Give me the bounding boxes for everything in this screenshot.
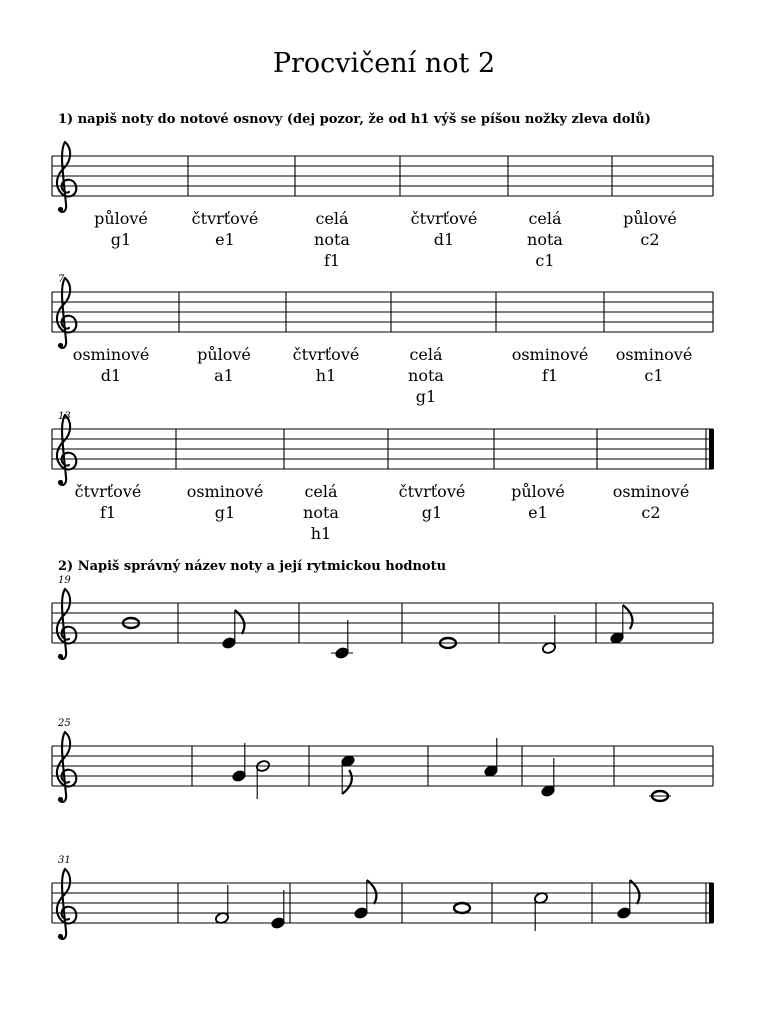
note-eighth [616, 880, 639, 920]
note-half [533, 891, 548, 931]
lyric-text: c2 [640, 230, 660, 249]
flag [623, 605, 633, 629]
note-quarter [540, 758, 555, 798]
lyric-text: g1 [421, 503, 443, 522]
note-eighth [340, 754, 355, 794]
lyric-text: osminové [186, 482, 264, 501]
lyric-text: osminové [72, 345, 150, 364]
flag [342, 770, 352, 794]
measure-number: 25 [58, 718, 71, 729]
lyric-text: celá [409, 345, 443, 364]
note-quarter [331, 620, 353, 660]
measure-number: 13 [58, 411, 71, 422]
section1-instruction: 1) napiš noty do notové osnovy (dej pozor, že od h1 výš se píšou nožky zleva dolů) [58, 112, 651, 127]
lyric-text: nota [527, 230, 563, 249]
notehead [454, 903, 470, 913]
lyric-text: celá [304, 482, 338, 501]
lyric-text: h1 [315, 366, 337, 385]
flag [367, 880, 377, 904]
note-half [255, 759, 270, 799]
note-whole [454, 903, 470, 913]
lyric-text: f1 [541, 366, 559, 385]
lyric-text: osminové [612, 482, 690, 501]
treble-clef-icon [57, 415, 76, 485]
note-whole [649, 791, 671, 801]
lyric-text: čtvrťové [292, 345, 360, 364]
staff [52, 855, 714, 939]
lyric-text: osminové [615, 345, 693, 364]
lyric-text: čtvrťové [191, 209, 259, 228]
measure-number: 7 [58, 274, 65, 285]
lyric-text: e1 [528, 503, 548, 522]
lyric-text: čtvrťové [410, 209, 478, 228]
lyric-text: c1 [644, 366, 664, 385]
lyric-text: a1 [214, 366, 234, 385]
lyric-text: d1 [100, 366, 122, 385]
lyric-text: půlové [623, 209, 677, 228]
flag [235, 610, 245, 634]
staff [52, 142, 713, 270]
lyric-text: čtvrťové [398, 482, 466, 501]
lyric-text: celá [315, 209, 349, 228]
note-quarter [231, 743, 246, 783]
lyric-text: h1 [310, 524, 332, 543]
lyric-text: půlové [511, 482, 565, 501]
flag [630, 880, 640, 904]
note-half [541, 615, 556, 655]
note-quarter [270, 890, 285, 930]
final-barline-icon [709, 429, 714, 469]
lyric-text: nota [303, 503, 339, 522]
lyric-text: nota [408, 366, 444, 385]
lyric-text: g1 [415, 387, 437, 406]
treble-clef-icon [57, 732, 76, 802]
treble-clef-icon [57, 142, 76, 212]
measure-number: 19 [58, 575, 71, 586]
lyric-text: d1 [433, 230, 455, 249]
lyric-text: f1 [99, 503, 117, 522]
lyric-text: c1 [535, 251, 555, 270]
section2-instruction: 2) Napiš správný název noty a její rytmickou hodnotu [58, 559, 447, 574]
treble-clef-icon [57, 869, 76, 939]
lyric-text: nota [314, 230, 350, 249]
lyric-text: g1 [214, 503, 236, 522]
staff [52, 575, 713, 660]
note-eighth [353, 880, 376, 920]
measure-number: 31 [58, 855, 71, 866]
page-title: Procvičení not 2 [272, 48, 496, 79]
lyric-text: e1 [215, 230, 235, 249]
lyric-text: čtvrťové [74, 482, 142, 501]
staff-area [52, 142, 714, 939]
lyric-text: c2 [641, 503, 661, 522]
lyric-text: celá [528, 209, 562, 228]
note-half [214, 885, 229, 925]
note-eighth [609, 605, 632, 645]
staff [52, 411, 714, 543]
treble-clef-icon [57, 589, 76, 659]
staff [52, 718, 713, 802]
staff [52, 274, 713, 406]
final-barline-icon [709, 883, 714, 923]
lyric-text: g1 [110, 230, 132, 249]
note-eighth [221, 610, 244, 650]
lyric-text: půlové [94, 209, 148, 228]
lyric-text: f1 [323, 251, 341, 270]
note-quarter [483, 738, 498, 778]
lyric-text: osminové [511, 345, 589, 364]
lyric-text: půlové [197, 345, 251, 364]
treble-clef-icon [57, 278, 76, 348]
